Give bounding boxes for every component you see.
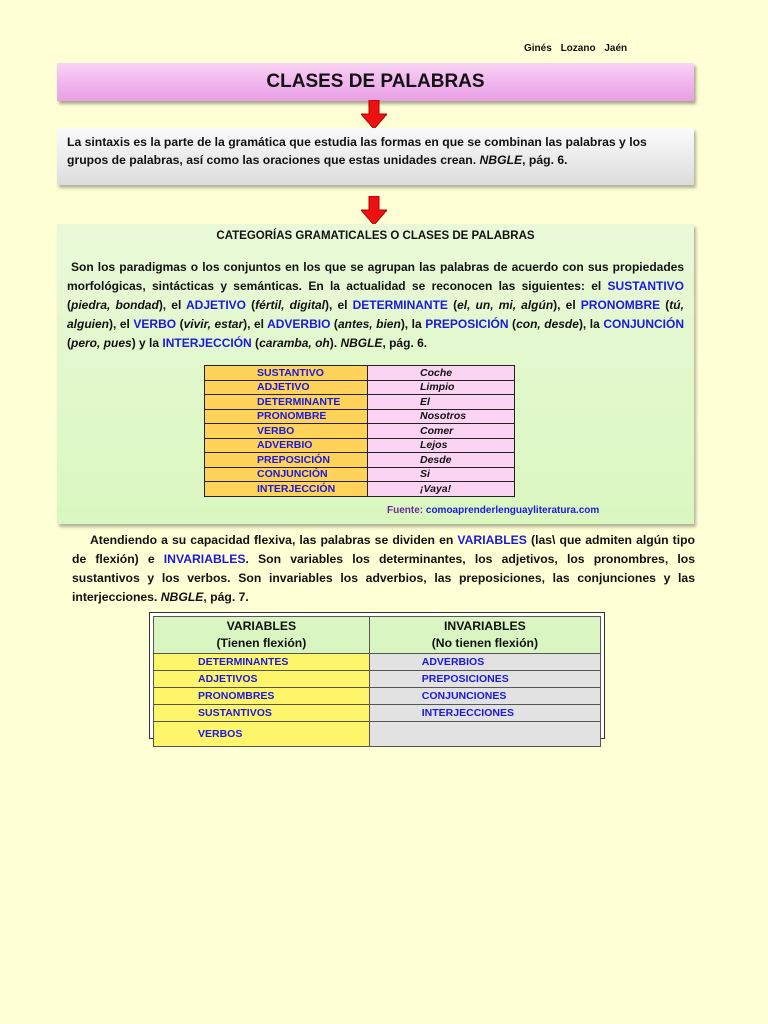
category-cell: CONJUNCIÓN (205, 467, 368, 482)
category-cell: ADVERBIO (205, 438, 368, 453)
down-arrow-icon (361, 100, 387, 130)
variable-cell: PRONOMBRES (154, 688, 370, 705)
author-name: Ginés Lozano Jaén (524, 43, 628, 54)
intro-box (57, 128, 694, 185)
variable-cell: VERBOS (154, 722, 370, 747)
invariable-cell (369, 722, 600, 747)
variables-table (153, 616, 601, 747)
example-cell: Si (368, 467, 515, 482)
header-invariables: INVARIABLES (No tienen flexión) (369, 617, 600, 654)
table-row (205, 409, 515, 424)
invariable-cell: INTERJECCIONES (369, 705, 600, 722)
categories-heading: CATEGORÍAS GRAMATICALES O CLASES DE PALABRAS (216, 230, 535, 242)
invariable-cell: PREPOSICIONES (369, 671, 600, 688)
category-cell: VERBO (205, 424, 368, 439)
categories-box (57, 224, 694, 524)
category-cell: SUSTANTIVO (205, 366, 368, 381)
category-cell: PRONOMBRE (205, 409, 368, 424)
variable-cell: ADJETIVOS (154, 671, 370, 688)
page-title: CLASES DE PALABRAS (266, 71, 485, 92)
example-cell: Coche (368, 366, 515, 381)
intro-text: La sintaxis es la parte de la gramática que estudia las formas en que se combinan las palabras y los grupos de palabras, así como las oraciones que estas unidades crean. (67, 135, 647, 167)
example-cell: Lejos (368, 438, 515, 453)
table-row (205, 366, 515, 381)
table-row (205, 453, 515, 468)
example-cell: Comer (368, 424, 515, 439)
table-row (205, 395, 515, 410)
category-cell: PREPOSICIÓN (205, 453, 368, 468)
category-cell: DETERMINANTE (205, 395, 368, 410)
header-variables: VARIABLES (Tienen flexión) (154, 617, 370, 654)
table-row (205, 467, 515, 482)
variables-table-frame (149, 612, 605, 739)
example-cell: ¡Vaya! (368, 482, 515, 497)
table-row (154, 671, 601, 688)
example-cell: Limpio (368, 380, 515, 395)
example-cell: Desde (368, 453, 515, 468)
example-cell: Nosotros (368, 409, 515, 424)
title-banner (57, 63, 694, 101)
table-row (205, 438, 515, 453)
variable-cell: DETERMINANTES (154, 654, 370, 671)
table-row (205, 380, 515, 395)
invariable-cell: CONJUNCIONES (369, 688, 600, 705)
categories-paragraph: Son los paradigmas o los conjuntos en los que se agrupan las palabras de acuerdo con sus propiedades morfológicas, sintácticas y semánticas. En la actualidad se reconocen las siguientes: el SUSTANTIVO (piedra, bondad), el ADJETIVO (fértil, digital), el DETERMINANTE (el, un, mi, algún), el PRONOMBRE (tú, alguien), el VERBO (vivir, estar), el ADVERBIO (antes, bien), la PREPOSICIÓN (con, desde), la CONJUNCIÓN (pero, pues) y la INTERJECCIÓN (caramba, oh). NBGLE, pág. 6. (67, 260, 684, 350)
down-arrow-icon (361, 196, 387, 226)
table-row (205, 482, 515, 497)
category-cell: ADJETIVO (205, 380, 368, 395)
example-cell: El (368, 395, 515, 410)
source-credit: Fuente: comoaprenderlenguayliteratura.com (387, 505, 600, 516)
table-row (154, 688, 601, 705)
variable-cell: SUSTANTIVOS (154, 705, 370, 722)
source-link[interactable]: comoaprenderlenguayliteratura.com (425, 505, 600, 516)
table-row (154, 705, 601, 722)
table-row (205, 424, 515, 439)
flexion-paragraph: Atendiendo a su capacidad flexiva, las palabras se dividen en VARIABLES (las\ que admiten algún tipo de flexión) e INVARIABLES. Son variables los determinantes, los adjetivos, los pronombres, los sustantivos y los verbos. Son invariables los adverbios, las preposiciones, las conjunciones y las interjecciones. NBGLE, pág. 7. (72, 533, 696, 604)
table-row (154, 654, 601, 671)
category-cell: INTERJECCIÓN (205, 482, 368, 497)
categories-table (204, 365, 515, 497)
intro-page: , pág. 6. (522, 153, 568, 167)
table-row (154, 722, 601, 747)
invariable-cell: ADVERBIOS (369, 654, 600, 671)
intro-source: NBGLE (479, 153, 523, 167)
